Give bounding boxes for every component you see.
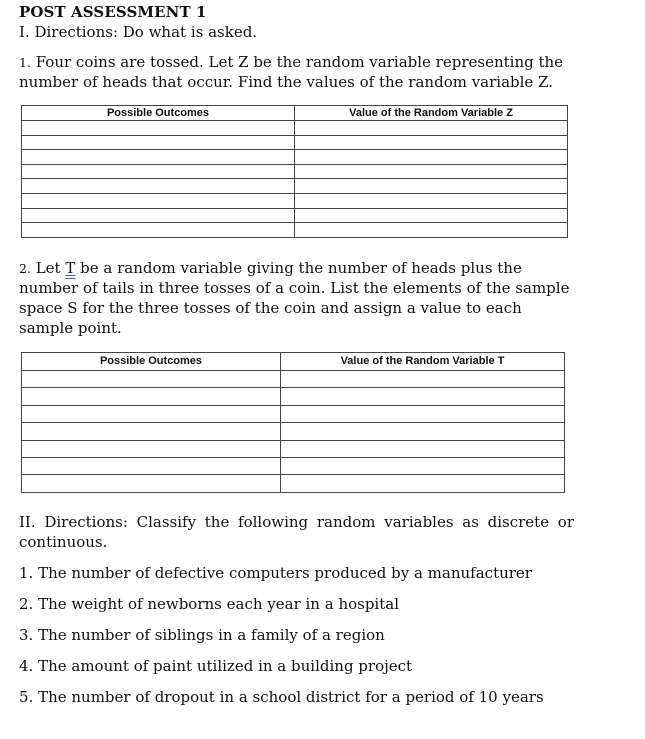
table-cell[interactable] <box>22 150 295 165</box>
table-row <box>22 457 565 474</box>
table-cell[interactable] <box>22 164 295 179</box>
table-cell[interactable] <box>22 405 281 422</box>
table-cell[interactable] <box>22 208 295 223</box>
table-cell[interactable] <box>22 223 295 238</box>
table-row <box>22 388 565 405</box>
table-t-header-outcomes: Possible Outcomes <box>22 353 281 371</box>
table-row <box>22 371 565 388</box>
table-cell[interactable] <box>295 150 568 165</box>
question-1-text: Four coins are tossed. Let Z be the random variable representing the <box>30 53 564 71</box>
table-cell[interactable] <box>281 388 565 405</box>
part1-directions: I. Directions: Do what is asked. <box>19 23 258 41</box>
table-row <box>22 135 568 150</box>
list-item: 4. The amount of paint utilized in a building project <box>19 657 413 675</box>
table-row <box>22 208 568 223</box>
table-cell[interactable] <box>22 135 295 150</box>
question-2-line-1 <box>19 258 522 279</box>
table-cell[interactable] <box>295 179 568 194</box>
table-row <box>22 193 568 208</box>
table-z-header-value: Value of the Random Variable Z <box>295 106 568 121</box>
table-row <box>22 150 568 165</box>
list-item: 5. The number of dropout in a school district for a period of 10 years <box>19 688 544 706</box>
question-1-number: 1. <box>19 55 31 70</box>
table-cell[interactable] <box>281 440 565 457</box>
question-2-line-4: sample point. <box>19 319 122 337</box>
table-cell[interactable] <box>281 457 565 474</box>
table-cell[interactable] <box>281 405 565 422</box>
table-row <box>22 475 565 492</box>
table-t-header-value: Value of the Random Variable T <box>281 353 565 371</box>
table-cell[interactable] <box>22 475 281 492</box>
table-cell[interactable] <box>22 457 281 474</box>
part2-directions-line-1: II. Directions: Classify the following random variables as discrete or <box>19 513 574 531</box>
table-cell[interactable] <box>295 121 568 136</box>
table-row <box>22 164 568 179</box>
table-cell[interactable] <box>22 440 281 457</box>
question-1-line-2: number of heads that occur. Find the values of the random variable Z. <box>19 73 554 91</box>
table-cell[interactable] <box>22 371 281 388</box>
table-cell[interactable] <box>281 371 565 388</box>
outcomes-table-z <box>21 105 568 238</box>
table-cell[interactable] <box>295 193 568 208</box>
list-item: 2. The weight of newborns each year in a hospital <box>19 595 399 613</box>
table-row <box>22 179 568 194</box>
table-cell[interactable] <box>295 223 568 238</box>
part2-directions-line-2: continuous. <box>19 533 108 551</box>
table-cell[interactable] <box>295 164 568 179</box>
table-z-header-outcomes: Possible Outcomes <box>22 106 295 121</box>
question-2-line-3: space S for the three tosses of the coin and assign a value to each <box>19 299 522 317</box>
table-cell[interactable] <box>295 208 568 223</box>
question-1-line-1 <box>19 52 563 73</box>
outcomes-table-t <box>21 352 565 493</box>
question-2-text-b: be a random variable giving the number of heads plus the <box>75 259 522 277</box>
table-row <box>22 423 565 440</box>
table-cell[interactable] <box>22 423 281 440</box>
question-2-variable: T <box>65 259 76 277</box>
table-cell[interactable] <box>295 135 568 150</box>
table-cell[interactable] <box>22 193 295 208</box>
assessment-title: POST ASSESSMENT 1 <box>19 3 207 21</box>
table-row <box>22 440 565 457</box>
list-item: 3. The number of siblings in a family of a region <box>19 626 385 644</box>
table-row <box>22 405 565 422</box>
table-cell[interactable] <box>22 179 295 194</box>
list-item: 1. The number of defective computers produced by a manufacturer <box>19 564 532 582</box>
table-row <box>22 121 568 136</box>
table-row <box>22 223 568 238</box>
table-cell[interactable] <box>281 475 565 492</box>
table-cell[interactable] <box>22 388 281 405</box>
table-cell[interactable] <box>281 423 565 440</box>
question-2-line-2: number of tails in three tosses of a coin. List the elements of the sample <box>19 279 570 297</box>
question-2-number: 2. <box>19 261 31 276</box>
table-cell[interactable] <box>22 121 295 136</box>
question-2-text-a: Let <box>30 259 66 277</box>
